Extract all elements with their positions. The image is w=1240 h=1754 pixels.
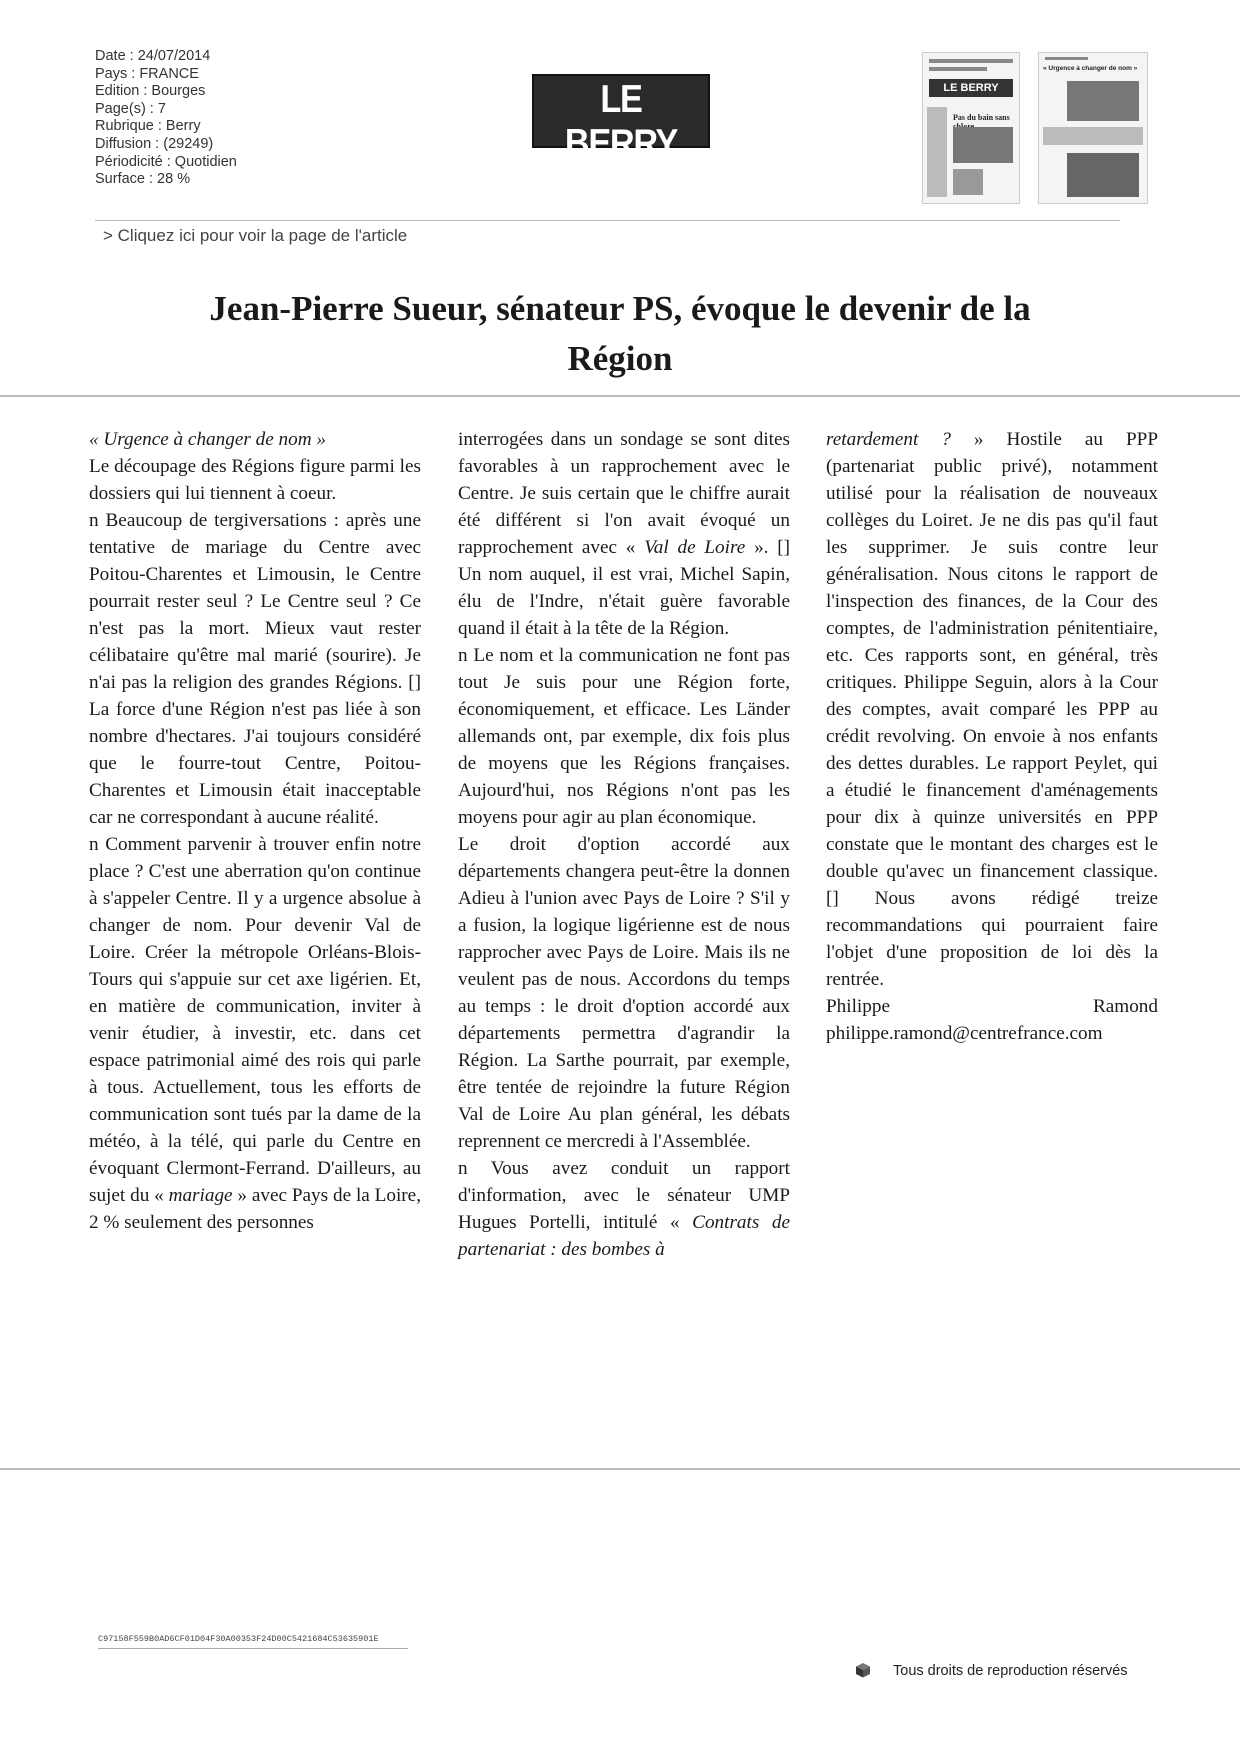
emphasis: Contrats de partenariat : des bombes à (458, 1212, 790, 1260)
article-title-line2: Région (567, 339, 673, 378)
thumb-photo (1067, 153, 1139, 197)
paragraph: n Le nom et la communication ne font pas tout Je suis pour une Région forte, économiquement, et efficace. Les Länder allemands ont, par exemple, dix fois plus de moyens que les Régions françaises. Aujourd'hui, nos Régions n'ont pas les moyens pour agir au plan économique. (458, 645, 790, 828)
title-divider (0, 395, 1240, 397)
paragraph (458, 426, 790, 642)
press-metadata (95, 48, 237, 189)
thumb-photo (953, 169, 983, 195)
paragraph (89, 831, 421, 1236)
thumb-headline: Pas du bain sans (953, 113, 1010, 122)
logo-line1: LE BERRY (564, 78, 678, 165)
meta-diffusion: Diffusion : (29249) (95, 135, 214, 152)
meta-surface: Surface : 28 % (95, 171, 191, 188)
thumb-masthead-text: LE BERRY (943, 82, 999, 94)
meta-rubrique: Rubrique : Berry (95, 118, 201, 135)
front-page-thumbnail[interactable] (922, 52, 1020, 204)
thumb-masthead (929, 79, 1013, 97)
text-run: ». [] Un nom auquel, il est vrai, Michel Sapin, élu de l'Indre, n'était guère favorable quand il était à la tête de la Région. (458, 537, 791, 639)
thumb-inner-headline: « Urgence à changer de nom » (1043, 65, 1138, 72)
paragraph: Le découpage des Régions figure parmi les dossiers qui lui tiennent à coeur. (89, 456, 421, 504)
meta-periodicite: Périodicité : Quotidien (95, 153, 237, 170)
author-email[interactable]: philippe.ramond@centrefrance.com (826, 1023, 1103, 1044)
thumb-photo (1067, 81, 1139, 121)
emphasis: mariage (168, 1185, 233, 1206)
article-end-divider (0, 1468, 1240, 1470)
meta-pages: Page(s) : 7 (95, 100, 166, 117)
copyright-cube-icon (854, 1661, 872, 1679)
emphasis: retardement ? (826, 429, 951, 450)
code-underline (98, 1648, 408, 1649)
article-title (80, 284, 1160, 384)
meta-edition: Edition : Bourges (95, 83, 206, 100)
meta-pays: Pays : FRANCE (95, 65, 199, 82)
meta-date: Date : 24/07/2014 (95, 48, 211, 64)
text-run: n Vous avez conduit un rapport d'information, avec le sénateur UMP Hugues Portelli, intitulé « (458, 1158, 790, 1233)
article-column-1 (89, 426, 421, 1236)
article-kicker: « Urgence à changer de nom » (89, 429, 326, 450)
text-run: » Hostile au PPP (partenariat public privé), notamment utilisé pour la réalisation de nouveaux collèges du Loiret. Je ne dis pas qu'il faut les supprimer. Je suis contre leur généralisation. Nous citons le rapport de l'inspection des finances, de la Cour des comptes, de l'administration pénitentiaire, etc. Ces rapports sont, en général, très critiques. Philippe Seguin, alors à la Cour des comptes, avait comparé les PPP au crédit revolving. On envoie à nos enfants des dettes durables. Le rapport Peylet, qui a étudié le financement d'aménagements pour dix à quinze universités en PPP constate que le montant des charges est le double qu'avec un financement classique. [] Nous avons rédigé treize recommandations qui pourraient faire l'objet d'une proposition de loi dès la rentrée. (826, 429, 1158, 990)
thumb-rule (1045, 57, 1088, 60)
thumb-photo (953, 127, 1013, 163)
thumb-text-column (927, 107, 947, 197)
article-column-2 (458, 426, 790, 1263)
text-run: » avec Pays de la Loire, 2 % seulement des personnes (89, 1185, 422, 1233)
thumb-rule (929, 59, 1013, 63)
paragraph (458, 1155, 790, 1263)
article-page-thumbnail[interactable] (1038, 52, 1148, 204)
paragraph: Le droit d'option accordé aux départements changera peut-être la donnen Adieu à l'union avec Pays de Loire ? S'il y a fusion, la logique ligérienne est de nous rapprocher avec Pays de Loire. Mais ils ne veulent pas de nous. Accordons du temps au temps : le droit d'option accordé aux départements permettra d'agrandir la Région. La Sarthe pourrait, par exemple, être tentée de rejoindre la future Région Val de Loire Au plan général, les débats reprennent ce mercredi à l'Assemblée. (458, 834, 790, 1152)
paragraph (826, 426, 1158, 993)
thumb-rule (929, 67, 987, 71)
newspaper-logo (532, 74, 710, 186)
article-column-3 (826, 426, 1158, 1047)
document-code: C97158F559B0AD6CF01D04F30A00353F24D00C5421684C53635901E (98, 1634, 379, 1644)
emphasis: Val de Loire (644, 537, 746, 558)
rights-notice: Tous droits de reproduction réservés (893, 1663, 1128, 1679)
header-divider (95, 220, 1120, 221)
article-title-line1: Jean-Pierre Sueur, sénateur PS, évoque le devenir de la (209, 289, 1031, 328)
logo-line2: RÉPUBLICAIN (548, 166, 694, 188)
thumb-text-block (1043, 127, 1143, 145)
author-name: Philippe Ramond (826, 996, 1158, 1017)
paragraph: n Beaucoup de tergiversations : après une tentative de mariage du Centre avec Poitou-Charentes et Limousin, le Centre pourrait rester seul ? Le Centre seul ? Ce n'est pas la mort. Mieux vaut rester célibataire qu'être mal marié (sourire). Je n'ai pas la religion des grandes Régions. [] La force d'une Région n'est pas liée à son nombre d'hectares. J'ai toujours considéré que le fourre-tout Centre, Poitou-Charentes et Limousin était inacceptable car ne correspondant à aucune réalité. (89, 510, 421, 828)
text-run: interrogées dans un sondage se sont dites favorables à un rapprochement avec le Centre. Je suis certain que le chiffre aurait été différent si l'on avait évoqué un rapprochement avec « (458, 429, 790, 558)
text-run: n Comment parvenir à trouver enfin notre place ? C'est une aberration qu'on continue à s'appeler Centre. Il y a urgence absolue à changer de nom. Pour devenir Val de Loire. Créer la métropole Orléans-Blois-Tours qui s'appuie sur cet axe ligérien. Et, en matière de communication, inviter à venir étudier, à investir, etc. dans cet espace patrimonial aimé des rois qui parle à tous. Actuellement, tous les efforts de communication sont tués par la dame de la météo, à la télé, qui parle du Centre en évoquant Clermont-Ferrand. D'ailleurs, au sujet du « (89, 834, 421, 1206)
view-article-page-link[interactable]: > Cliquez ici pour voir la page de l'article (103, 226, 408, 245)
